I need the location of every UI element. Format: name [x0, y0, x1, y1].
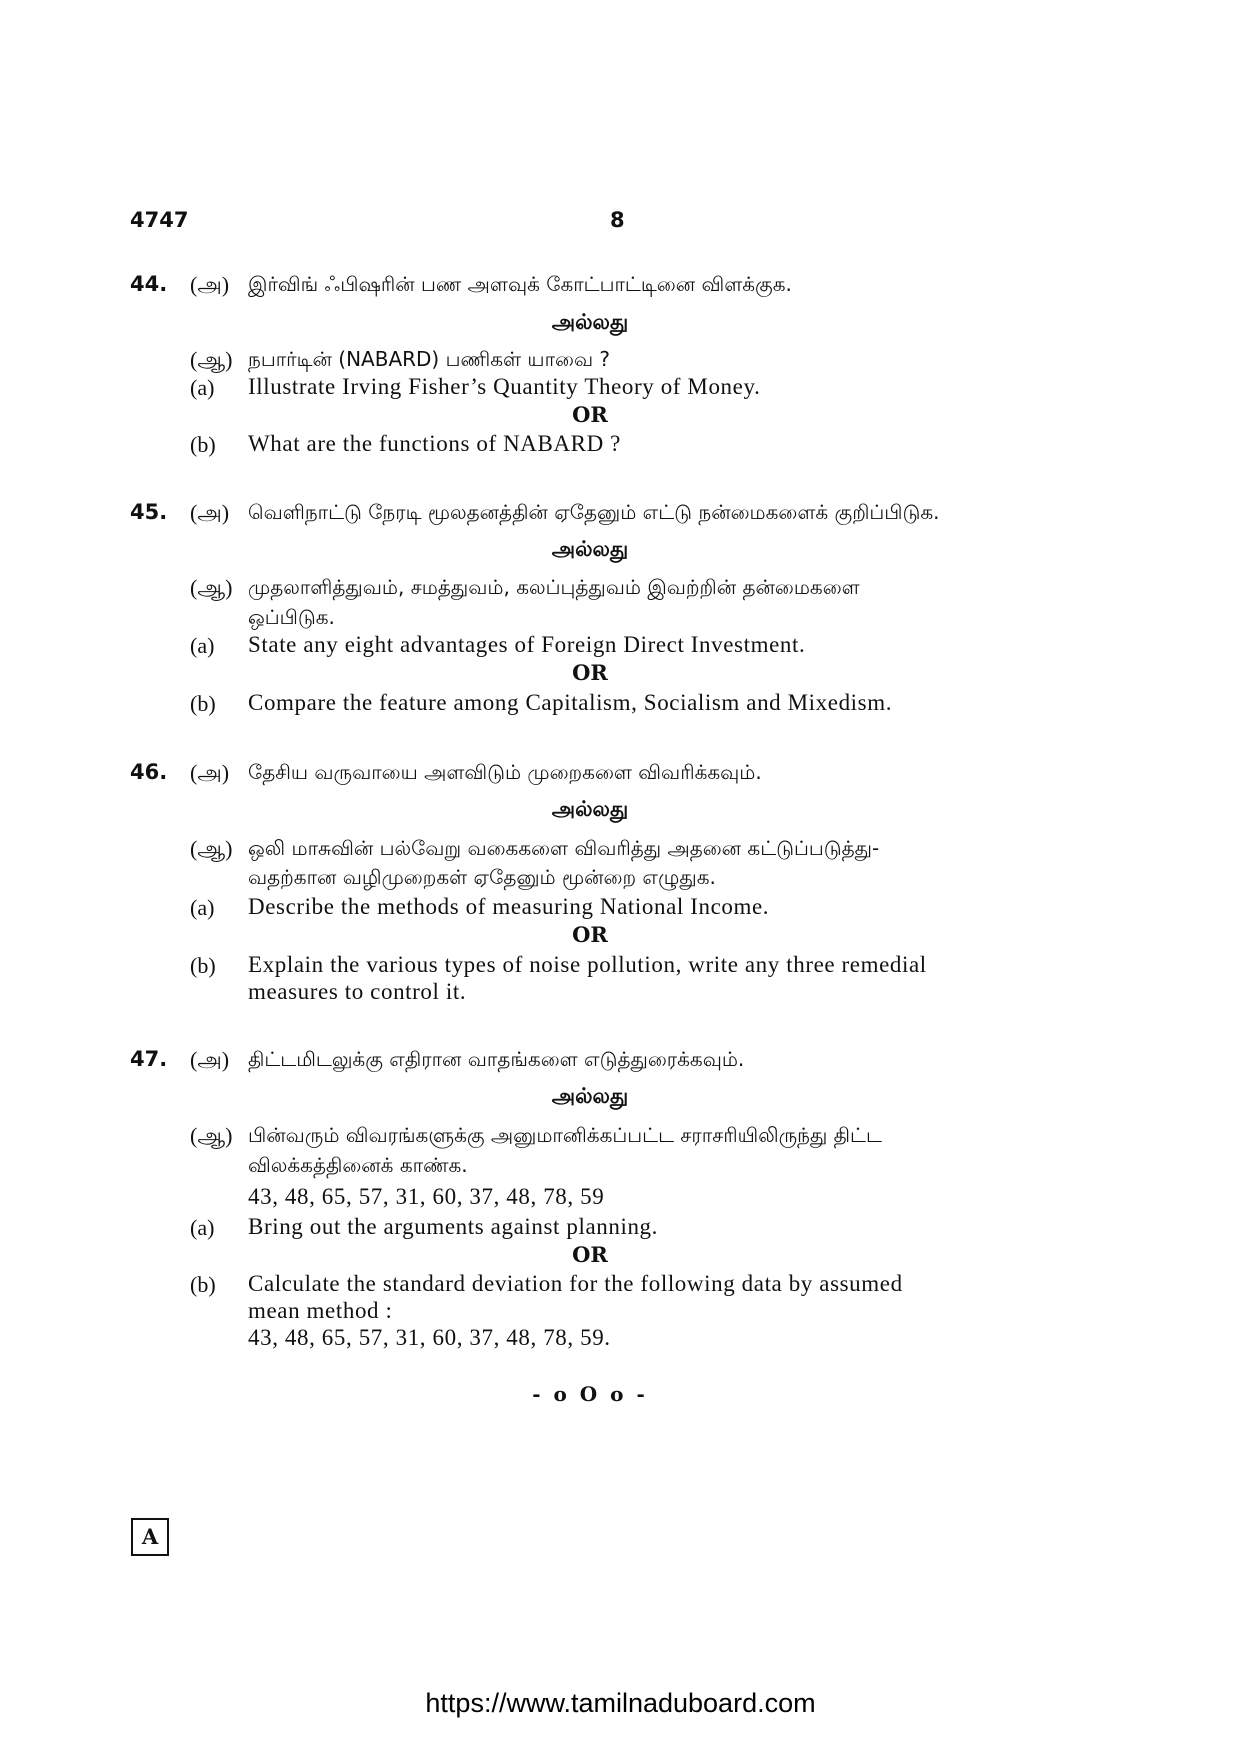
tamil-a-label: (அ) — [190, 760, 230, 785]
end-mark: - o O o - — [532, 1382, 648, 1406]
english-question-b-line-1: Calculate the standard deviation for the following data by assumed — [248, 1271, 903, 1296]
english-b-label: (b) — [190, 1272, 216, 1297]
english-question-b-data: 43, 48, 65, 57, 31, 60, 37, 48, 78, 59. — [248, 1325, 611, 1350]
english-or: OR — [572, 1242, 608, 1267]
tamil-b-label: (ஆ) — [190, 836, 233, 861]
english-or: OR — [572, 660, 608, 685]
tamil-question-a: தேசிய வருவாயை அளவிடும் முறைகளை விவரிக்கவும். — [248, 760, 762, 784]
tamil-or: அல்லது — [551, 797, 629, 821]
tamil-question-b-line-2: விலக்கத்தினைக் காண்க. — [248, 1153, 468, 1177]
tamil-a-label: (அ) — [190, 272, 230, 297]
english-a-label: (a) — [190, 895, 215, 920]
english-question-b: What are the functions of NABARD ? — [248, 431, 621, 456]
tamil-b-label: (ஆ) — [190, 347, 233, 372]
english-question-b-line-2: mean method : — [248, 1298, 393, 1323]
english-b-label: (b) — [190, 953, 216, 978]
tamil-question-a: திட்டமிடலுக்கு எதிரான வாதங்களை எடுத்துரைக்கவும். — [248, 1047, 745, 1071]
question-number: 47. — [130, 1047, 168, 1071]
tamil-question-b-line-1: பின்வரும் விவரங்களுக்கு அனுமானிக்கப்பட்ட சராசரியிலிருந்து திட்ட — [248, 1123, 882, 1147]
paper-code: 4747 — [130, 208, 189, 232]
tamil-question-a: இர்விங் ஃபிஷரின் பண அளவுக் கோட்பாட்டினை விளக்குக. — [248, 272, 792, 296]
english-question-a: Bring out the arguments against planning. — [248, 1214, 659, 1239]
tamil-a-label: (அ) — [190, 500, 230, 525]
english-a-label: (a) — [190, 375, 215, 400]
english-question-b-line-2: measures to control it. — [248, 979, 467, 1004]
english-or: OR — [572, 402, 608, 427]
english-question-a: Describe the methods of measuring National Income. — [248, 894, 770, 919]
english-question-a: State any eight advantages of Foreign Direct Investment. — [248, 632, 806, 657]
question-number: 44. — [130, 272, 168, 296]
question-number: 45. — [130, 500, 168, 524]
tamil-a-label: (அ) — [190, 1047, 230, 1072]
english-or: OR — [572, 922, 608, 947]
tamil-question-b-line-2: ஒப்பிடுக. — [248, 605, 335, 629]
question-number: 46. — [130, 760, 168, 784]
tamil-b-label: (ஆ) — [190, 575, 233, 600]
tamil-b-label: (ஆ) — [190, 1123, 233, 1148]
tamil-question-b-line-1: ஒலி மாசுவின் பல்வேறு வகைகளை விவரித்து அதனை கட்டுப்படுத்து- — [248, 836, 880, 860]
footer-url[interactable]: https://www.tamilnaduboard.com — [425, 1688, 816, 1718]
page-number: 8 — [610, 208, 625, 232]
tamil-question-b: நபார்டின் (NABARD) பணிகள் யாவை ? — [248, 347, 611, 371]
english-a-label: (a) — [190, 633, 215, 658]
english-b-label: (b) — [190, 691, 216, 716]
tamil-question-b-line-2: வதற்கான வழிமுறைகள் ஏதேனும் மூன்றை எழுதுக. — [248, 865, 716, 889]
tamil-or: அல்லது — [551, 1084, 629, 1108]
tamil-or: அல்லது — [551, 537, 629, 561]
english-question-a: Illustrate Irving Fisher’s Quantity Theory of Money. — [248, 374, 761, 399]
tamil-question-b-data: 43, 48, 65, 57, 31, 60, 37, 48, 78, 59 — [248, 1184, 605, 1209]
tamil-or: அல்லது — [551, 310, 629, 334]
english-b-label: (b) — [190, 432, 216, 457]
version-box: A — [131, 1518, 169, 1556]
tamil-question-a: வெளிநாட்டு நேரடி மூலதனத்தின் ஏதேனும் எட்டு நன்மைகளைக் குறிப்பிடுக. — [248, 500, 940, 524]
english-a-label: (a) — [190, 1215, 215, 1240]
english-question-b: Compare the feature among Capitalism, Socialism and Mixedism. — [248, 690, 893, 715]
english-question-b-line-1: Explain the various types of noise pollution, write any three remedial — [248, 952, 927, 977]
tamil-question-b-line-1: முதலாளித்துவம், சமத்துவம், கலப்புத்துவம் இவற்றின் தன்மைகளை — [248, 575, 860, 599]
